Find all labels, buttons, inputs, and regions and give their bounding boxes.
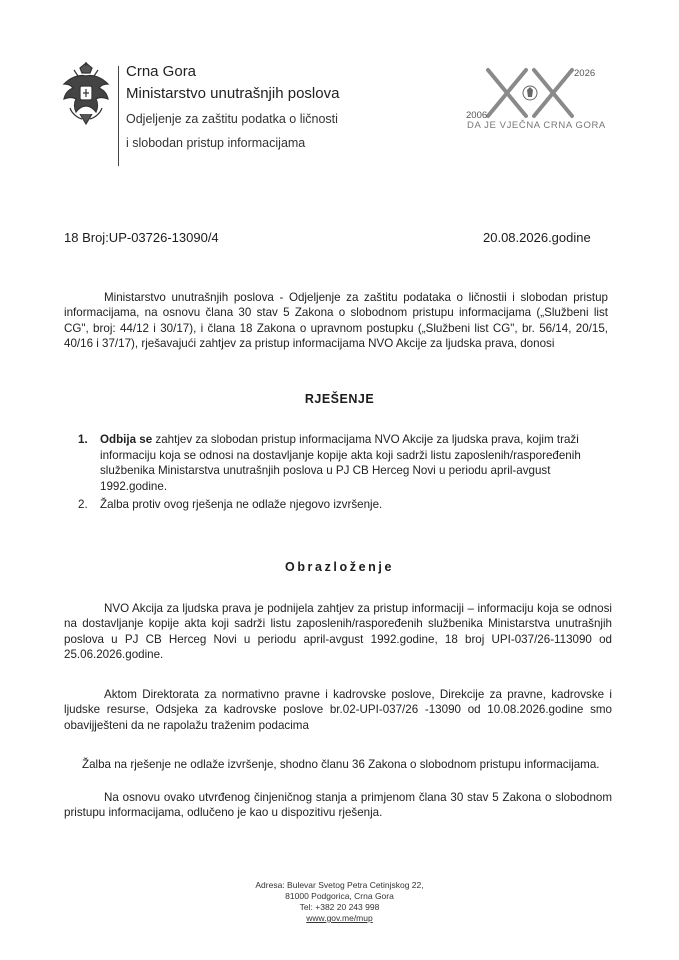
anniversary-year-start: 2006 [466,110,488,121]
reasoning-paragraph-2: Aktom Direktorata za normativno pravne i kadrovske poslove, Direkcije za pravne, kadrovske i ljudske resurse, Odsjeka za kadrovske poslove br.02-UPI-037/26 -13090 od 10.08.2026.godine smo obavijješteni da ne rapolažu traženim podacima [64,688,612,732]
decision-title: RJEŠENJE [304,392,375,406]
anniversary-logo [466,64,616,126]
footer-city: 81000 Podgorica, Crna Gora [285,891,394,901]
item-number: 1. [78,433,88,446]
document-date: 20.08.2026.godine [483,230,591,245]
item-lead: Odbija se [100,433,153,446]
list-item [64,497,608,513]
department-line-1: Odjeljenje za zaštitu podatka o ličnosti [126,112,338,126]
reasoning-title: Obrazloženje [285,560,394,574]
country-name: Crna Gora [126,63,197,80]
header-divider [118,66,119,166]
list-item [64,432,608,494]
reasoning-paragraph-3: Žalba na rješenje ne odlaže izvršenje, shodno članu 36 Zakona o slobodnom pristupu informacijama. [82,758,600,771]
reference-number: 18 Broj:UP-03726-13090/4 [64,230,219,245]
intro-paragraph: Ministarstvo unutrašnjih poslova - Odjeljenje za zaštitu podataka o ličnostii i slobodan pristup informacijama, na osnovu člana 30 stav 5 Zakona o slobodnom pristupu informacijama („Službeni list CG", broj: 44/12 i 30/17), i člana 18 Zakona o upravnom postupku („Službeni list CG", br. 56/14, 20/15, 40/16 i 37/17), rješavajući zahtjev za pristup informacijama NVO Akcije za ljudska prava, donosi [64,291,608,351]
footer-website-link[interactable]: www.gov.me/mup [306,913,373,923]
ministry-name: Ministarstvo unutrašnjih poslova [126,85,340,102]
footer-contact [0,880,679,924]
reasoning-paragraph-1: NVO Akcija za ljudska prava je podnijela zahtjev za pristup informaciji – informaciju koja se odnosi na dostavljanje kopije akta koji sadrži listu zaposlenih/raspoređenih službenika Ministarstva unutrašnjih poslova u PJ CB Herceg Novi u periodu april-avgust 1992.godine, 18 broj UPI-037/26-113090 od 25.06.2026.godine. [64,602,612,662]
item-text: zahtjev za slobodan pristup informacijama NVO Akcije za ljudska prava, kojim traži informaciju koja se odnosi na dostavljanje kopije akta koji sadrži listu zaposlenih/raspoređenih službenika Ministarstva unutrašnjih poslova u PJ CB Herceg Novi u periodu april-avgust 1992.godine. [100,433,581,493]
footer-phone: Tel: +382 20 243 998 [299,902,380,912]
item-number: 2. [78,498,88,512]
anniversary-year-end: 2026 [574,68,596,79]
reasoning-paragraph-4: Na osnovu ovako utvrđenog činjeničnog stanja a primjenom člana 30 stav 5 Zakona o slobodnom pristupu informacijama, odlučeno je kao u dispozitivu rješenja. [64,791,612,820]
department-line-2: i slobodan pristup informacijama [126,136,306,150]
anniversary-tagline: DA JE VJEČNA CRNA GORA [467,120,606,131]
footer-address: Adresa: Bulevar Svetog Petra Cetinjskog 22, [255,880,424,890]
coat-of-arms-icon [60,62,112,128]
decision-list [64,432,608,516]
item-text: Žalba protiv ovog rješenja ne odlaže njegovo izvršenje. [100,498,383,512]
